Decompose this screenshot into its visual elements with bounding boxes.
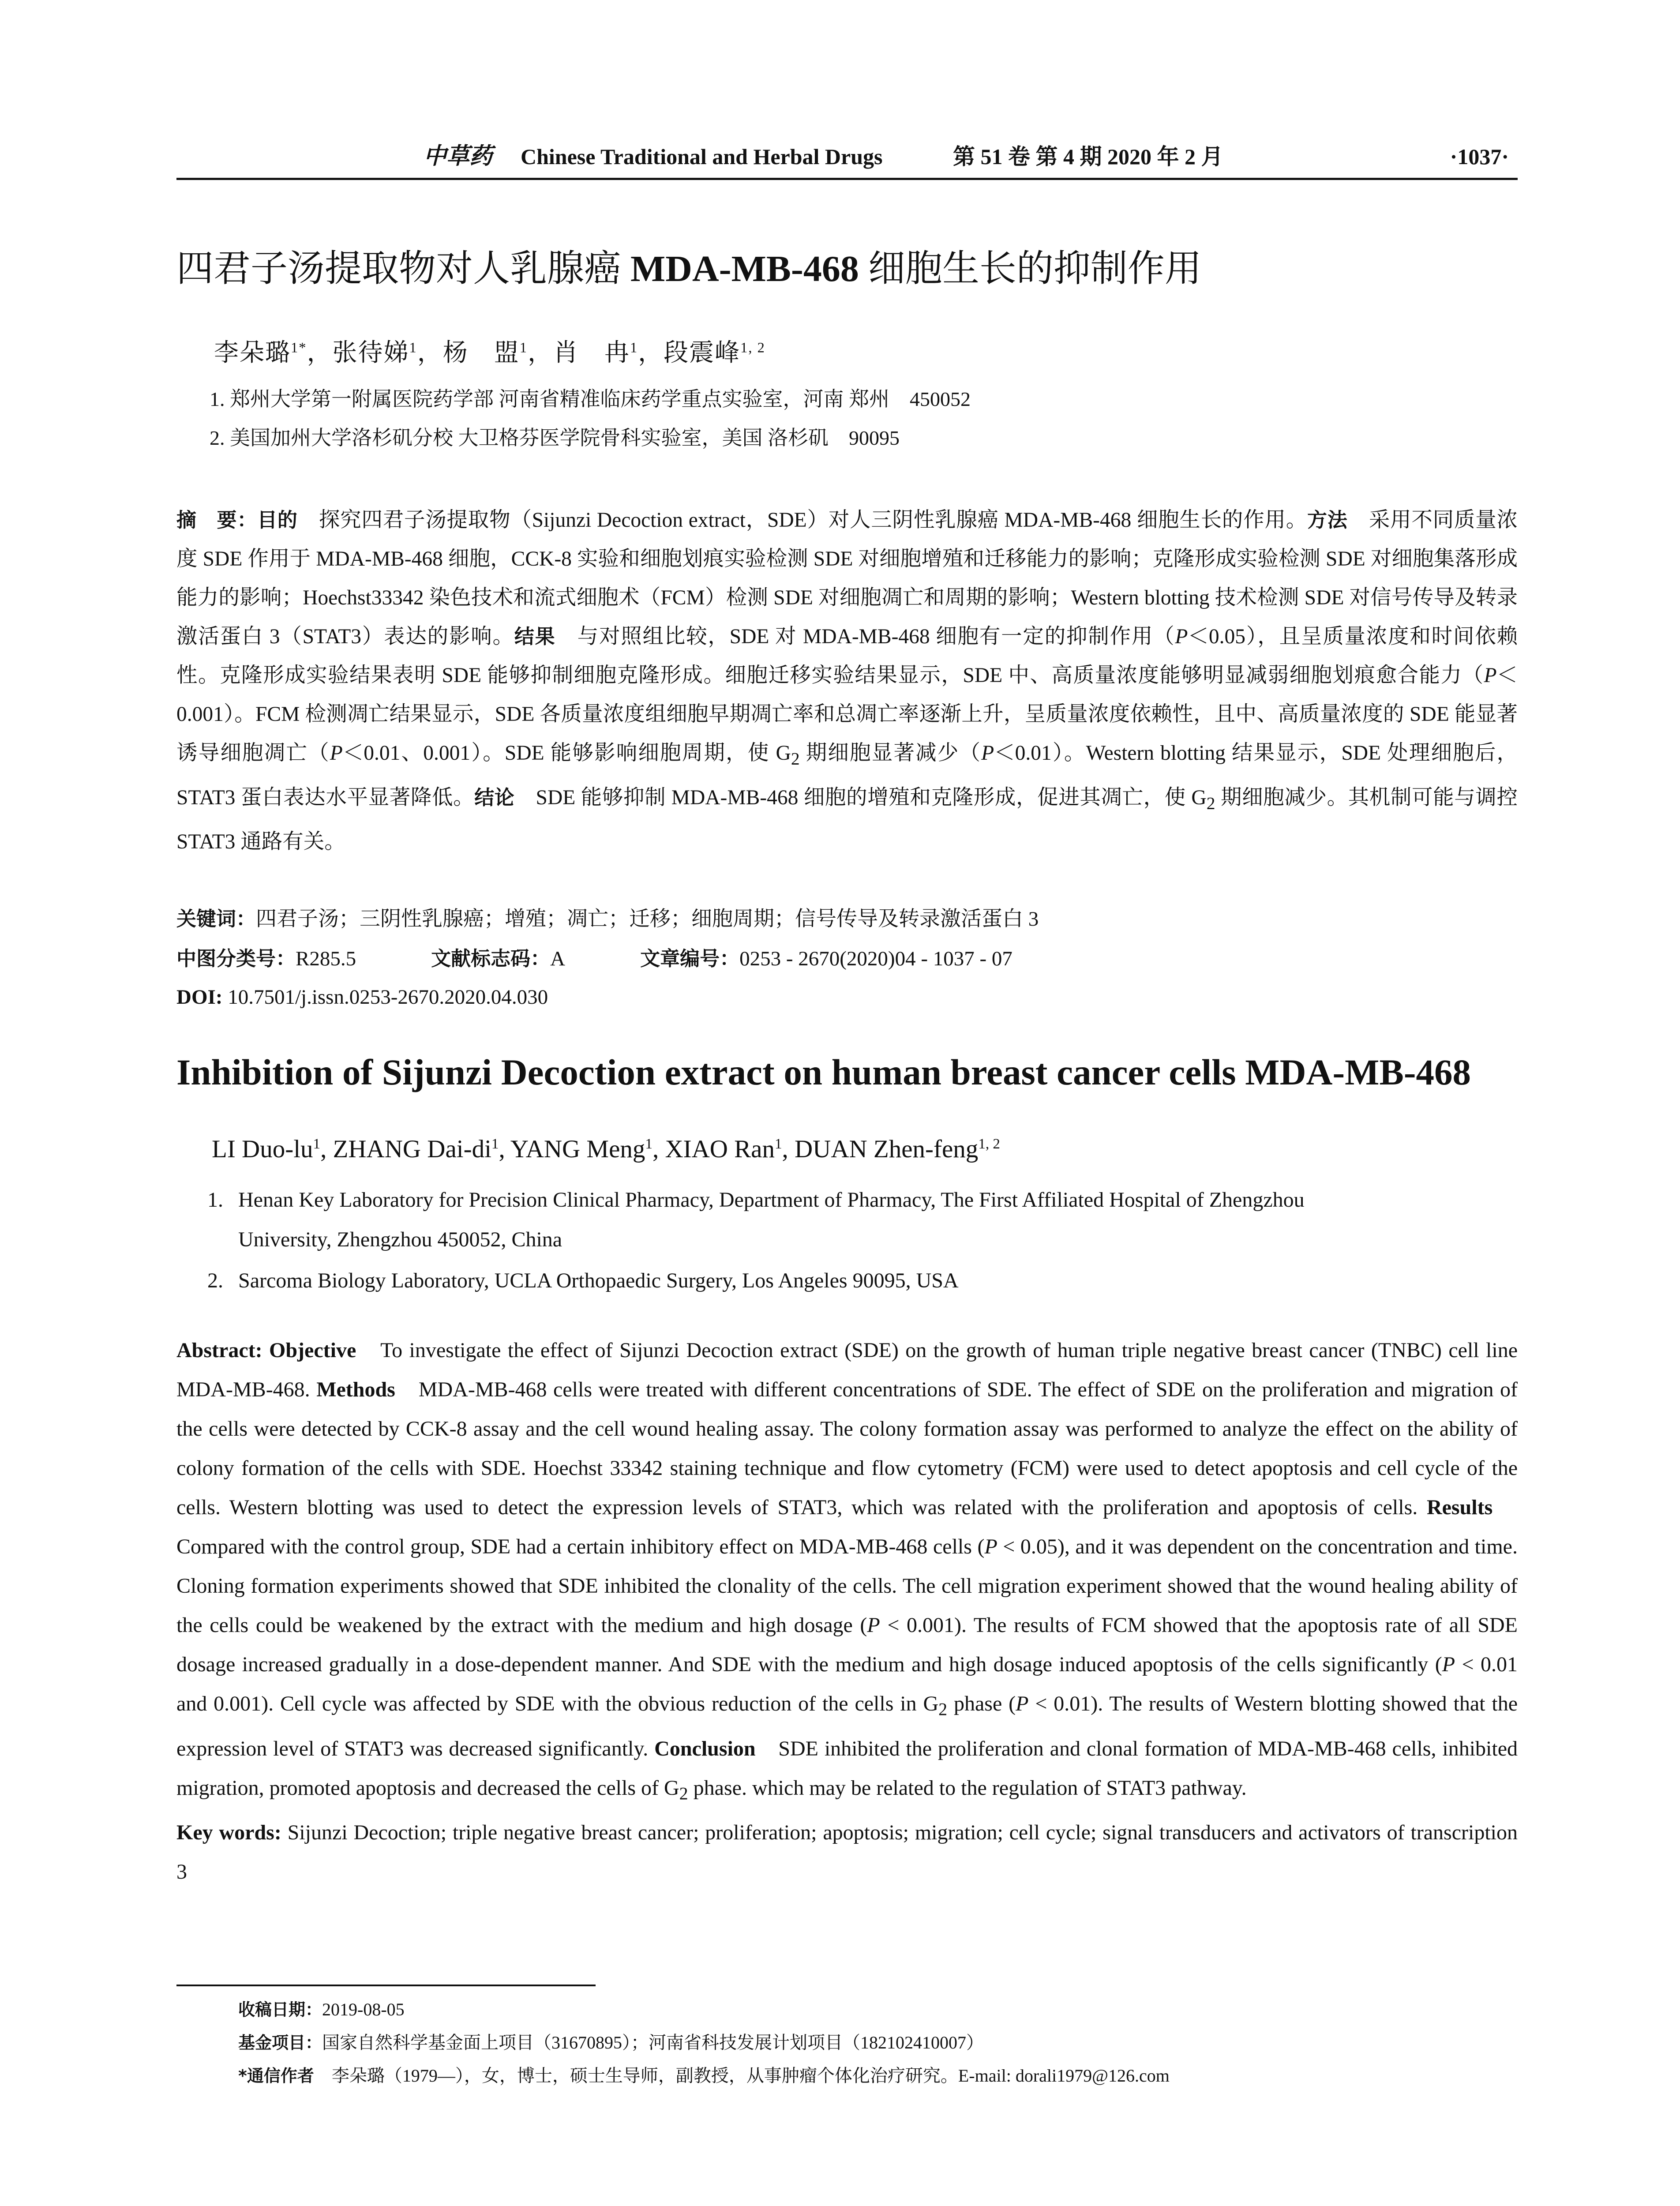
- authors-cn: 李朵璐$^{1*}$，张待娣$^1$，杨 盟$^1$，肖 冉$^1$，段震峰$^{1, 2}$: [214, 339, 765, 367]
- affiliation-text: Henan Key Laboratory for Precision Clinical Pharmacy, Department of Pharmacy, The First Affiliated Hospital of Zhengzhou: [238, 1188, 1305, 1212]
- affiliation-cn-1: 1. 郑州大学第一附属医院药学部 河南省精准临床药学重点实验室，河南 郑州 450052: [210, 388, 971, 410]
- subscript: 2: [791, 749, 800, 769]
- author-affil-sup: 1: [645, 1136, 652, 1152]
- author-cn: 李朵璐: [214, 339, 291, 367]
- results-text: ＜0.01、0.001）。SDE 能够影响细胞周期，使 G: [342, 742, 791, 765]
- results-text: ＜0.01）。Western blotting 结果显示，SDE 处理细胞后，STAT3 蛋白表达水平显著降低。: [176, 742, 1518, 809]
- affiliation-cn-2: 2. 美国加州大学洛杉矶分校 大卫格芬医学院骨科实验室，美国 洛杉矶 90095: [210, 427, 900, 449]
- doi-value: 10.7501/j.issn.0253-2670.2020.04.030: [222, 986, 548, 1009]
- running-header: [176, 142, 1518, 171]
- affiliation-number: 1.: [207, 1188, 223, 1212]
- journal-name-cn: 中草药: [424, 144, 493, 169]
- author-affil-sup: 1: [313, 1136, 321, 1152]
- affiliation-text: University, Zhengzhou 450052, China: [238, 1228, 562, 1251]
- abstract-cn-label: 摘 要：: [176, 508, 258, 532]
- author-affil-sup: 1: [491, 1136, 499, 1152]
- title-cn-part: 细胞生长的抑制作用: [859, 248, 1202, 289]
- doc-code-value: A: [550, 947, 566, 970]
- p-symbol: P: [1016, 1692, 1029, 1715]
- p-symbol: P: [1442, 1653, 1455, 1676]
- results-text: < 0.01 and 0.001). Cell cycle was affected by SDE with the obvious reduction of the cells in G: [176, 1653, 1518, 1715]
- abstract-en: [176, 1331, 1518, 1891]
- subscript: 2: [679, 1783, 688, 1804]
- keywords-en-text: Sijunzi Decoction; triple negative breast cancer; proliferation; apoptosis; migration; cell cycle; signal transducers and activators of transcription 3: [176, 1821, 1518, 1884]
- affiliation-en-1: [207, 1180, 1518, 1260]
- abstract-cn: [176, 501, 1518, 861]
- affiliation-en-2: [207, 1261, 1518, 1301]
- methods-label: Methods: [316, 1378, 395, 1401]
- objective-text: To investigate the effect of Sijunzi Decoction extract (SDE) on the growth of human triple negative breast cancer (TNBC) cell line MDA-MB-468.: [176, 1339, 1518, 1401]
- author-en: ZHANG Dai-di: [333, 1135, 491, 1163]
- objective-text: 探究四君子汤提取物（Sijunzi Decoction extract，SDE）对人三阴性乳腺癌 MDA-MB-468 细胞生长的作用。: [297, 509, 1308, 532]
- conclusion-text: 期细胞减少。其机制可能与调控 STAT3 通路有关。: [176, 786, 1518, 853]
- p-symbol: P: [867, 1613, 880, 1637]
- footnote-received: [238, 1996, 405, 2023]
- article-no-value: 0253 - 2670(2020)04 - 1037 - 07: [739, 947, 1012, 970]
- author-affil-sup: 1, 2: [978, 1136, 1000, 1152]
- title-cn: [176, 245, 1518, 293]
- author-affil-sup: 1: [774, 1136, 782, 1152]
- results-text: ＜0.05），且呈质量浓度和时间依赖性。克隆形成实验结果表明 SDE 能够抑制细胞克隆形成。细胞迁移实验结果显示，SDE 中、高质量浓度能够明显减弱细胞划痕愈合能力（: [176, 625, 1518, 687]
- journal-name-en: Chinese Traditional and Herbal Drugs: [521, 144, 883, 169]
- conclusion-text: SDE inhibited the proliferation and clonal formation of MDA-MB-468 cells, inhibited migration, promoted apoptosis and decreased the cells of G: [176, 1737, 1518, 1800]
- author-en: YANG Meng: [510, 1135, 645, 1163]
- methods-label: 方法: [1307, 508, 1348, 532]
- received-label: 收稿日期：: [238, 2000, 322, 2019]
- author-affil-sup: 1, 2: [740, 340, 765, 356]
- conclusion-text: SDE 能够抑制 MDA-MB-468 细胞的增殖和克隆形成，促进其凋亡，使 G: [514, 786, 1207, 809]
- methods-text: 采用不同质量浓度 SDE 作用于 MDA-MB-468 细胞，CCK-8 实验和细胞划痕实验检测 SDE 对细胞增殖和迁移能力的影响；克隆形成实验检测 SDE 对细胞集落形成能力的影响；Hoechst33342 染色技术和流式细胞术（FCM）检测 SDE 对细胞凋亡和周期的影响；Western blotting 技术检测 SDE 对信号传导及转录激活蛋白 3（STAT3）表达的影响。: [176, 509, 1518, 648]
- results-text: ＜0.001）。FCM 检测凋亡结果显示，SDE 各质量浓度组细胞早期凋亡率和总凋亡率逐渐上升，呈质量浓度依赖性，且中、高质量浓度的 SDE 能显著诱导细胞凋亡（: [176, 664, 1518, 765]
- author-affil-sup: 1*: [291, 340, 307, 356]
- keywords-label: 关键词：: [176, 907, 256, 930]
- title-en: Inhibition of Sijunzi Decoction extract on human breast cancer cells MDA-MB-468: [176, 1052, 1471, 1092]
- author-affil-sup: 1: [519, 340, 528, 356]
- corresponding-text: 李朵璐（1979—），女，博士，硕士生导师，副教授，从事肿瘤个体化治疗研究。E-mail: dorali1979@126.com: [314, 2066, 1170, 2086]
- affiliation-number: 2.: [207, 1269, 223, 1292]
- footnote-rule: [176, 1985, 596, 1986]
- authors-en: LI Duo-$lu^1$, ZHANG Dai-$di^1$, YANG Meng$^1$, XIAO Ran$^1$, DUAN Zhen-feng$^{1, 2}$: [212, 1135, 1000, 1163]
- header-rule: [176, 178, 1518, 180]
- subscript: 2: [1206, 793, 1215, 813]
- received-date: 2019-08-05: [322, 2000, 405, 2019]
- article-no-label: 文章编号：: [640, 947, 740, 970]
- title-cn-part: 四君子汤提取物对人乳腺癌: [176, 248, 631, 289]
- results-text: phase (: [947, 1692, 1016, 1715]
- author-en: LI Duo-lu: [212, 1135, 313, 1163]
- page-number: ·1037·: [1450, 144, 1509, 169]
- footnote-fund: [238, 2030, 984, 2056]
- affiliation-text: Sarcoma Biology Laboratory, UCLA Orthopaedic Surgery, Los Angeles 90095, USA: [238, 1269, 959, 1292]
- subscript: 2: [938, 1699, 948, 1719]
- doi-line: [176, 980, 548, 1014]
- p-symbol: P: [1175, 625, 1188, 648]
- footnote-corresponding: [238, 2063, 1170, 2089]
- keywords-text: 四君子汤；三阴性乳腺癌；增殖；凋亡；迁移；细胞周期；信号传导及转录激活蛋白 3: [256, 908, 1039, 930]
- author-cn: 肖 冉: [553, 339, 630, 367]
- keywords-en-label: Key words:: [176, 1821, 281, 1845]
- abstract-en-label: Abstract: Objective: [176, 1339, 356, 1362]
- keywords-cn: [176, 902, 1039, 936]
- results-label: 结果: [514, 625, 556, 648]
- fund-text: 国家自然科学基金面上项目（31670895）；河南省科技发展计划项目（182102410007）: [322, 2033, 984, 2052]
- author-affil-sup: 1: [409, 340, 417, 356]
- title-cn-cellline: MDA-MB-468: [630, 248, 859, 289]
- doi-label: DOI:: [176, 986, 223, 1009]
- conclusion-label: Conclusion: [654, 1737, 756, 1760]
- author-cn: 段震峰: [664, 339, 741, 367]
- methods-text: MDA-MB-468 cells were treated with different concentrations of SDE. The effect of SDE on the proliferation and migration of the cells were detected by CCK-8 assay and the cell wound healing assay. The colony formation assay was performed to analyze the effect on the ability of colony formation of the cells with SDE. Hoechst 33342 staining technique and flow cytometry (FCM) were used to detect apoptosis and cell cycle of the cells. Western blotting was used to detect the expression levels of STAT3, which was related with the proliferation and apoptosis of cells.: [176, 1378, 1518, 1519]
- issue-info: 第 51 卷 第 4 期 2020 年 2 月: [953, 144, 1223, 169]
- author-en: XIAO Ran: [665, 1135, 775, 1163]
- clc-label: 中图分类号：: [176, 947, 296, 970]
- p-symbol: P: [1484, 664, 1497, 687]
- p-symbol: P: [981, 742, 994, 765]
- doc-code-label: 文献标志码：: [431, 947, 551, 970]
- objective-label: 目的: [257, 508, 298, 532]
- results-label: Results: [1426, 1496, 1493, 1519]
- author-cn: 杨 盟: [442, 339, 520, 367]
- results-text: < 0.001). The results of FCM showed that the apoptosis rate of all SDE dosage increased gradually in a dose-dependent manner. And SDE with the medium and high dosage induced apoptosis of the cells significantly (: [176, 1613, 1518, 1676]
- fund-label: 基金项目：: [238, 2033, 322, 2052]
- conclusion-label: 结论: [474, 785, 515, 809]
- conclusion-text: phase. which may be related to the regulation of STAT3 pathway.: [688, 1776, 1247, 1800]
- results-text: < 0.01). The results of Western blotting showed that the expression level of STAT3 was decreased significantly.: [176, 1692, 1518, 1760]
- author-cn: 张待娣: [332, 339, 409, 367]
- corresponding-label: *通信作者: [238, 2066, 314, 2086]
- p-symbol: P: [984, 1535, 998, 1558]
- results-text: 与对照组比较，SDE 对 MDA-MB-468 细胞有一定的抑制作用（: [555, 625, 1175, 648]
- author-affil-sup: 1: [630, 340, 638, 356]
- clc-value: R285.5: [296, 947, 356, 970]
- p-symbol: P: [330, 742, 343, 765]
- classification-line: [176, 942, 1012, 975]
- author-en: DUAN Zhen-feng: [795, 1135, 979, 1163]
- results-text: 期细胞显著减少（: [799, 742, 982, 765]
- results-text: Compared with the control group, SDE had a certain inhibitory effect on MDA-MB-468 cells (: [176, 1496, 1518, 1558]
- results-text: < 0.05), and it was dependent on the concentration and time. Cloning formation experiments showed that SDE inhibited the clonality of the cells. The cell migration experiment showed that the wound healing ability of the cells could be weakened by the extract with the medium and high dosage (: [176, 1535, 1518, 1637]
